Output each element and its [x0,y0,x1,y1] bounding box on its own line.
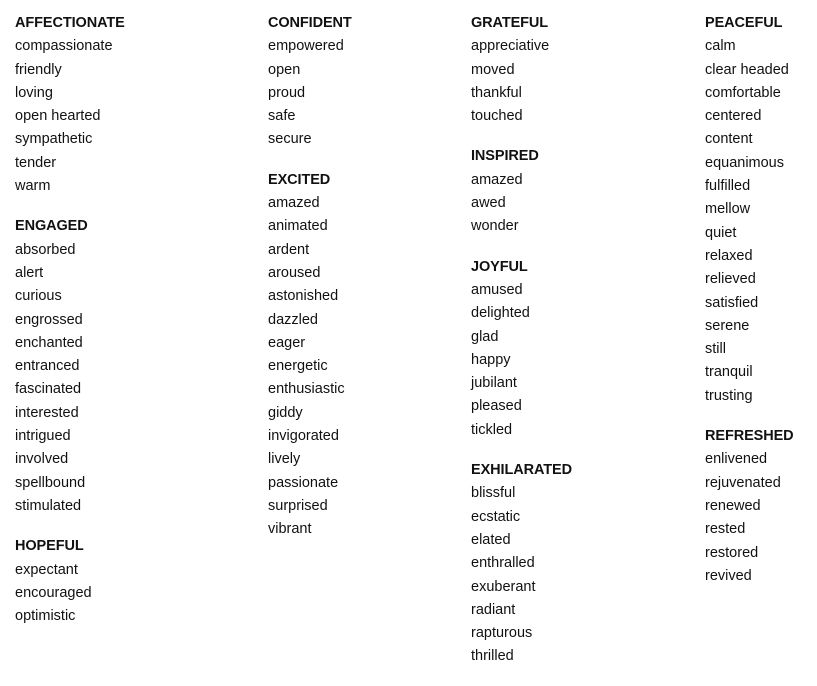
feeling-word: tickled [471,421,513,438]
feeling-word: proud [268,84,306,101]
group-heading: REFRESHED [705,428,794,445]
feeling-word: amazed [268,195,320,212]
feeling-word: passionate [268,474,339,491]
feeling-word: astonished [268,288,339,305]
feeling-group [705,12,794,408]
feeling-word: curious [15,288,62,305]
feeling-word: ecstatic [471,508,521,525]
feeling-word: serene [705,317,750,334]
feeling-word: expectant [15,561,78,578]
feeling-group [268,12,352,152]
feeling-word: restored [705,544,759,561]
feeling-word: awed [471,195,506,212]
feeling-word: dazzled [268,311,318,328]
feeling-word: mellow [705,201,751,218]
feeling-word: quiet [705,224,737,241]
feeling-word: still [705,341,726,358]
feeling-word: rapturous [471,625,533,642]
feeling-word: relieved [705,271,756,288]
feeling-word: moved [471,61,515,78]
feeling-word: comfortable [705,84,781,101]
feeling-word: touched [471,108,523,125]
group-heading: AFFECTIONATE [15,15,125,31]
feeling-word: elated [471,531,511,548]
feeling-word: aroused [268,264,321,281]
feeling-word: lively [268,451,301,468]
feeling-word: exuberant [471,578,536,595]
feeling-word: trusting [705,387,753,404]
feeling-word: surprised [268,497,328,514]
feeling-word: optimistic [15,608,76,625]
feeling-word: safe [268,108,296,125]
feeling-word: energetic [268,358,328,375]
feeling-word: engrossed [15,311,83,328]
feeling-word: intrigued [15,428,71,445]
feeling-word: relaxed [705,247,753,264]
feeling-word: alert [15,264,44,281]
feeling-word: revived [705,567,752,584]
feeling-word: clear headed [705,61,789,78]
feeling-word: open [268,61,301,78]
feeling-word: thankful [471,84,522,101]
feeling-word: absorbed [15,241,76,258]
feeling-word: enthusiastic [268,381,345,398]
feeling-word: sympathetic [15,131,93,148]
feeling-word: enlivened [705,451,768,468]
feeling-word: rejuvenated [705,474,781,491]
group-heading: CONFIDENT [268,15,352,31]
feeling-word: amazed [471,171,523,188]
group-heading: INSPIRED [471,148,539,165]
group-heading: JOYFUL [471,258,528,275]
feeling-word: ardent [268,241,310,258]
feeling-word: happy [471,351,511,368]
feeling-word: delighted [471,305,530,322]
column-2 [268,12,352,559]
feeling-word: fulfilled [705,178,751,195]
feeling-word: blissful [471,485,516,502]
feeling-word: calm [705,38,736,55]
feeling-word: loving [15,84,53,101]
group-heading: EXHILARATED [471,462,572,479]
feeling-word: spellbound [15,474,86,491]
feeling-word: content [705,131,753,148]
feeling-word: renewed [705,497,761,514]
feeling-group [471,12,572,128]
feeling-group [268,169,352,542]
feeling-word: enchanted [15,334,83,351]
feeling-word: involved [15,451,69,468]
feeling-word: invigorated [268,428,339,445]
feeling-word: open hearted [15,108,101,125]
feeling-word: enthralled [471,555,535,572]
group-heading: PEACEFUL [705,15,783,31]
feeling-word: satisfied [705,294,759,311]
feeling-group [15,12,125,198]
group-heading: GRATEFUL [471,15,549,31]
feeling-word: amused [471,281,523,298]
feeling-group [471,145,572,238]
feeling-word: stimulated [15,497,82,514]
feeling-word: eager [268,334,306,351]
feeling-word: jubilant [471,375,517,392]
feeling-word: equanimous [705,154,784,171]
feeling-word: appreciative [471,38,550,55]
feeling-word: thrilled [471,648,514,665]
feeling-word: encouraged [15,584,92,601]
group-heading: HOPEFUL [15,538,84,555]
feeling-word: tranquil [705,364,753,381]
feeling-group [705,425,794,588]
feeling-word: glad [471,328,499,345]
feeling-word: friendly [15,61,62,78]
feeling-word: rested [705,521,746,538]
feeling-word: radiant [471,601,516,618]
feeling-word: animated [268,218,328,235]
feeling-word: fascinated [15,381,82,398]
feeling-word: centered [705,108,762,125]
feeling-word: wonder [471,218,519,235]
feeling-word: tender [15,154,57,171]
group-heading: EXCITED [268,171,331,188]
feeling-word: entranced [15,358,80,375]
feeling-word: giddy [268,404,303,421]
feeling-group [471,459,572,669]
feeling-word: pleased [471,398,522,415]
feeling-word: warm [15,178,51,195]
feeling-group [15,535,125,628]
feeling-word: empowered [268,38,344,55]
feeling-group [15,215,125,518]
feeling-word: vibrant [268,521,312,538]
group-heading: ENGAGED [15,218,88,235]
column-4 [705,12,794,605]
column-1 [15,12,125,645]
feeling-word: secure [268,131,312,148]
feeling-word: compassionate [15,38,113,55]
feeling-group [471,256,572,442]
feeling-word: interested [15,404,79,421]
column-3 [471,12,572,686]
